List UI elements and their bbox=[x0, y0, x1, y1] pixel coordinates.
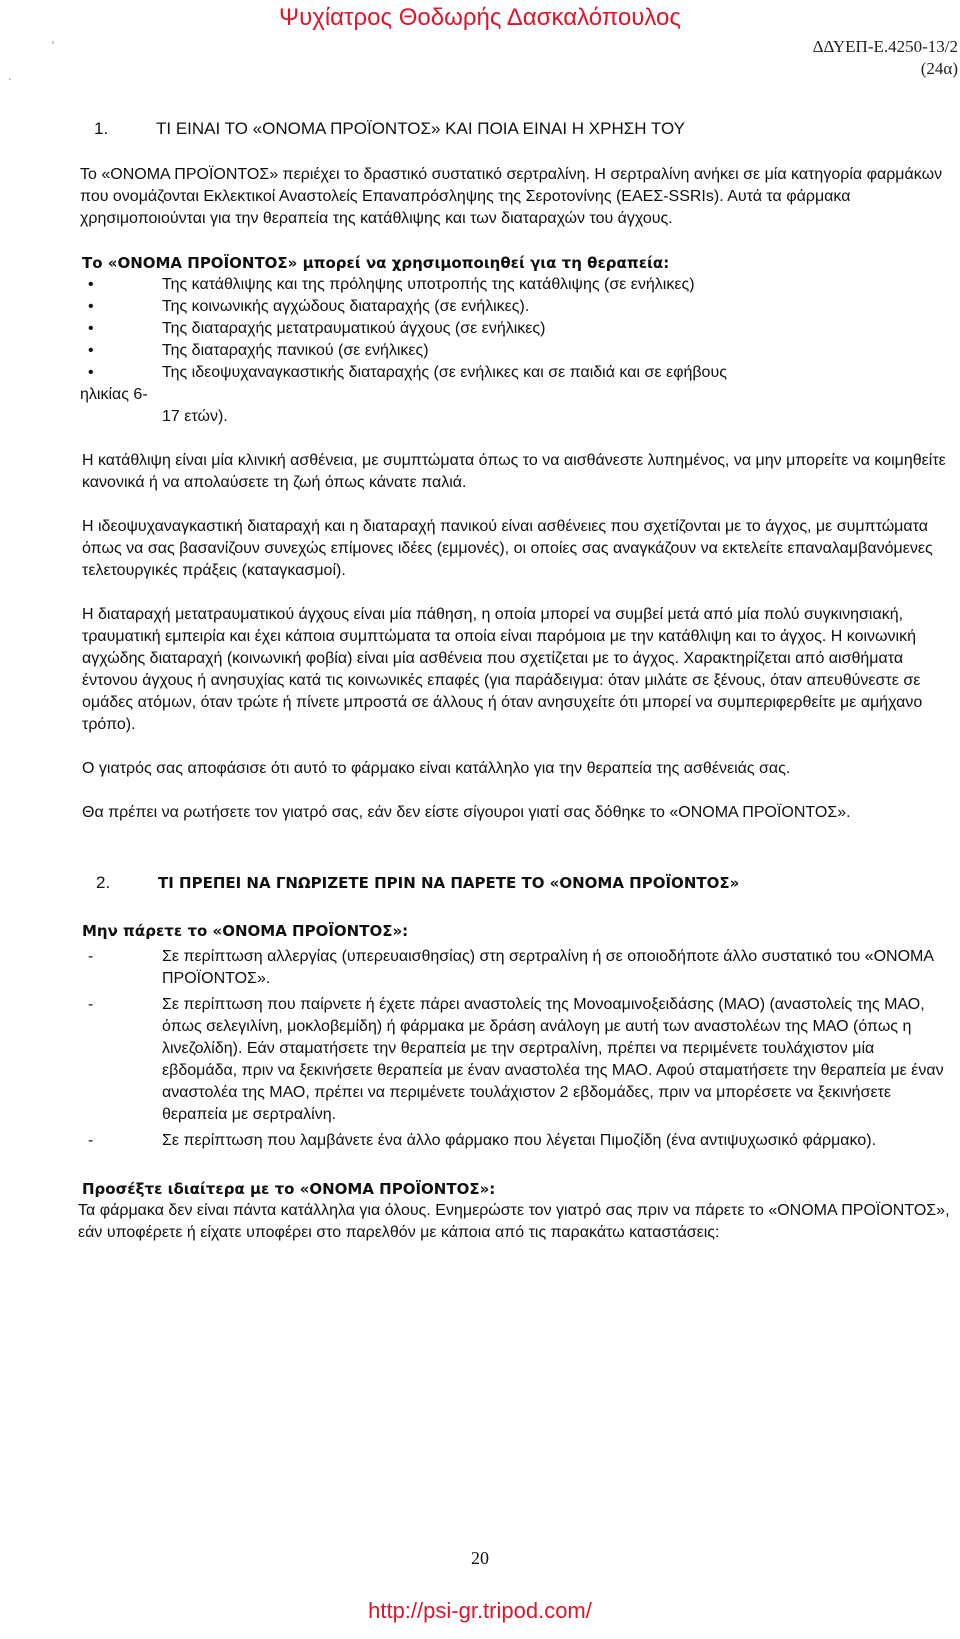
section-2-heading bbox=[82, 872, 952, 894]
list-item: - Σε περίπτωση που λαμβάνετε ένα άλλο φάρμακο που λέγεται Πιμοζίδη (ένα αντιψυχωσικό φάρμακο). bbox=[82, 1130, 952, 1152]
ask-doctor-paragraph: Θα πρέπει να ρωτήσετε τον γιατρό σας, εάν δεν είστε σίγουροι γιατί σας δόθηκε το «ΟΝΟΜΑ ΠΡΟΪΟΝΤΟΣ». bbox=[82, 804, 851, 821]
section-title: ΤΙ ΠΡΕΠΕΙ ΝΑ ΓΝΩΡΙΖΕΤΕ ΠΡΙΝ ΝΑ ΠΑΡΕΤΕ ΤΟ «ΟΝΟΜΑ ΠΡΟΪΟΝΤΟΣ» bbox=[158, 874, 740, 892]
doctor-decision-paragraph: Ο γιατρός σας αποφάσισε ότι αυτό το φάρμακο είναι κατάλληλο για την θεραπεία της ασθένειάς σας. bbox=[82, 760, 791, 777]
section-number: 1. bbox=[94, 119, 109, 138]
intro-paragraph: Το «ΟΝΟΜΑ ΠΡΟΪΟΝΤΟΣ» περιέχει το δραστικό συστατικό σερτραλίνη. Η σερτραλίνη ανήκει σε μία κατηγορία φαρμάκων που ονομάζονται Εκλεκτικοί Αναστολείς Επαναπρόσληψης της Σεροτονίνης (ΕΑΕΣ-SSRIs). Αυτά τα φάρμακα χρησιμοποιούνται για την θεραπεία της κατάθλιψης και των διαταραχών του άγχους. bbox=[80, 166, 943, 227]
list-item: • Της κατάθλιψης και της πρόληψης υποτροπής της κατάθλιψης (σε ενήλικες) bbox=[82, 274, 952, 296]
header-title: Ψυχίατρος Θοδωρής Δασκαλόπουλος bbox=[279, 4, 681, 31]
footer-url[interactable]: http://psi-gr.tripod.com/ bbox=[368, 1598, 592, 1623]
section-1-heading bbox=[80, 118, 952, 140]
ptsd-paragraph: Η διαταραχή μετατραυματικού άγχους είναι μία πάθηση, η οποία μπορεί να συμβεί μετά από μία πολύ συγκινησιακή, τραυματική εμπειρία και έχει κάποια συμπτώματα τα οποία είναι παρόμοια με την κατάθλιψη και το άγχος. Η κοινωνική αγχώδης διαταραχή (κοινωνική φοβία) είναι μία ασθένεια που σχετίζεται με το άγχος. Χαρακτηρίζεται από αισθήματα έντονου άγχους ή ανησυχίας κατά τις κοινωνικές επαφές (για παράδειγμα: όταν μιλάτε σε ξένους, όταν απευθύνεστε σε ομάδες ατόμων, όταν τρώτε ή πίνετε μπροστά σε άλλους ή όταν ανησυχείτε ότι μπορεί να συμπεριφερθείτε με αμήχανο τρόπο). bbox=[82, 606, 923, 733]
depression-paragraph: Η κατάθλιψη είναι μία κλινική ασθένεια, με συμπτώματα όπως το να αισθάνεστε λυπημένος, να μην μπορείτε να κοιμηθείτε κανονικά ή να απολαύσετε τη ζωή όπως κάνατε παλιά. bbox=[82, 452, 946, 491]
uses-heading: Το «ΟΝΟΜΑ ΠΡΟΪΟΝΤΟΣ» μπορεί να χρησιμοποιηθεί για τη θεραπεία: bbox=[82, 254, 670, 272]
scan-mark: ‘ bbox=[52, 40, 55, 51]
list-item: - Σε περίπτωση αλλεργίας (υπερευαισθησίας) στη σερτραλίνη ή σε οποιοδήποτε άλλο συστατικό του «ΟΝΟΜΑ ΠΡΟΪΟΝΤΟΣ». bbox=[82, 946, 952, 990]
scan-mark: ` bbox=[8, 78, 12, 89]
take-care-paragraph: Τα φάρμακα δεν είναι πάντα κατάλληλα για όλους. Ενημερώστε τον γιατρό σας πριν να πάρετε το «ΟΝΟΜΑ ΠΡΟΪΟΝΤΟΣ», εάν υποφέρετε ή είχατε υποφέρει στο παρελθόν με κάποια από τις παρακάτω καταστάσεις: bbox=[78, 1202, 950, 1241]
document-code-main: ΔΔΥΕΠ-Ε.4250-13/2 bbox=[812, 37, 958, 56]
take-care-heading: Προσέξτε ιδιαίτερα με το «ΟΝΟΜΑ ΠΡΟΪΟΝΤΟΣ»: bbox=[82, 1180, 496, 1198]
section-number: 2. bbox=[96, 873, 111, 892]
list-item: • Της διαταραχής μετατραυματικού άγχους (σε ενήλικες) bbox=[82, 318, 952, 340]
list-item-wrap: 17 ετών). bbox=[162, 408, 228, 425]
uses-list bbox=[82, 274, 952, 384]
dont-take-list bbox=[82, 946, 952, 1152]
list-item-wrap: ηλικίας 6- bbox=[80, 386, 148, 403]
document-code bbox=[813, 36, 958, 80]
document-body bbox=[78, 118, 952, 1244]
ocd-paragraph: Η ιδεοψυχαναγκαστική διαταραχή και η διαταραχή πανικού είναι ασθένειες που σχετίζονται με το άγχος, με συμπτώματα όπως να σας βασανίζουν συνεχώς επίμονες ιδέες (εμμονές), οι οποίες σας αναγκάζουν να εκτελείτε επαναλαμβανόμενες τελετουργικές πράξεις (καταγκασμοί). bbox=[82, 518, 933, 579]
list-item: • Της ιδεοψυχαναγκαστικής διαταραχής (σε ενήλικες και σε παιδιά και σε εφήβους bbox=[82, 362, 952, 384]
dont-take-heading: Μην πάρετε το «ΟΝΟΜΑ ΠΡΟΪΟΝΤΟΣ»: bbox=[82, 922, 409, 940]
section-title: ΤΙ ΕΙΝΑΙ ΤΟ «ΟΝΟΜΑ ΠΡΟΪΟΝΤΟΣ» ΚΑΙ ΠΟΙΑ ΕΙΝΑΙ Η ΧΡΗΣΗ ΤΟΥ bbox=[156, 119, 686, 138]
document-code-sub: (24α) bbox=[920, 59, 958, 78]
page-number: 20 bbox=[471, 1548, 489, 1568]
list-item: • Της κοινωνικής αγχώδους διαταραχής (σε ενήλικες). bbox=[82, 296, 952, 318]
list-item: - Σε περίπτωση που παίρνετε ή έχετε πάρει αναστολείς της Μονοαμινοξειδάσης (ΜΑΟ) (αναστολείς της ΜΑΟ, όπως σελεγιλίνη, μοκλοβεμίδη) ή φάρμακα με δράση ανάλογη με αυτή των αναστολέων της ΜΑΟ (όπως η λινεζολίδη). Εάν σταματήσετε την θεραπεία με την σερτραλίνη, πρέπει να περιμένετε τουλάχιστον μία εβδομάδα, πριν να ξεκινήσετε θεραπεία με έναν αναστολέα της ΜΑΟ. Αφού σταματήσετε την θεραπεία με έναν αναστολέα της ΜΑΟ, πρέπει να περιμένετε τουλάχιστον 2 εβδομάδες, πριν να μπορέσετε να ξεκινήσετε θεραπεία με σερτραλίνη. bbox=[82, 994, 952, 1126]
list-item: • Της διαταραχής πανικού (σε ενήλικες) bbox=[82, 340, 952, 362]
